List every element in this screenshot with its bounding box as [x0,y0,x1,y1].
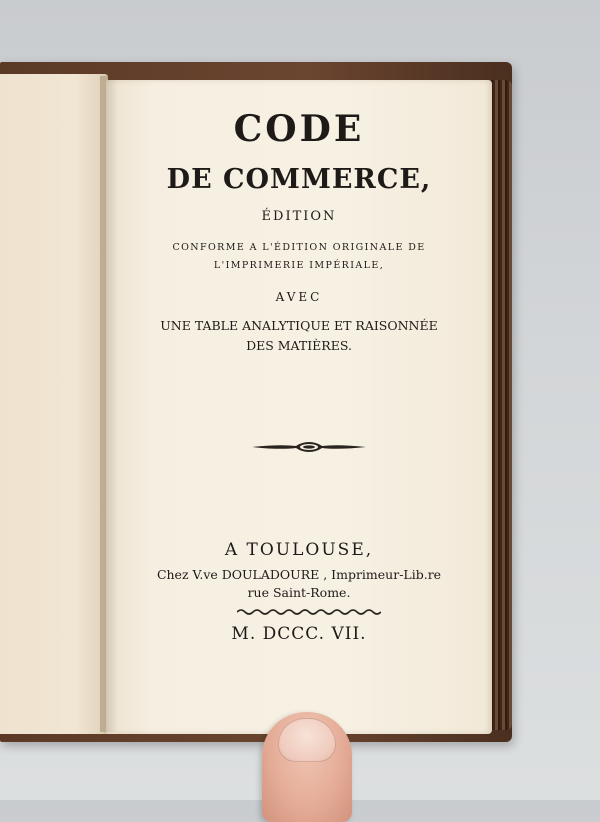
table-line-2: DES MATIÈRES. [246,338,352,353]
avec-label: AVEC [275,290,323,304]
imprint-publisher: Chez V.ve DOULADOURE , Imprimeur-Lib.re [156,567,442,582]
table-line-1: UNE TABLE ANALYTIQUE ET RAISONNÉE [160,318,438,333]
edition-label: ÉDITION [261,209,337,224]
imprint-street: rue Saint-Rome. [247,585,351,600]
wavy-rule-icon [237,607,381,617]
thumbnail [278,718,336,762]
conforme-line-1: CONFORME A L'ÉDITION ORIGINALE DE [172,242,426,253]
imprint-place: A TOULOUSE, [224,540,374,560]
left-page [0,74,108,734]
imprint-date: M. DCCC. VII. [231,624,367,644]
conforme-line-2: L'IMPRIMERIE IMPÉRIALE, [213,260,385,271]
book-subtitle: DE COMMERCE, [166,164,432,195]
ornament-rule-icon [250,440,368,454]
book-title: CODE [233,108,365,150]
